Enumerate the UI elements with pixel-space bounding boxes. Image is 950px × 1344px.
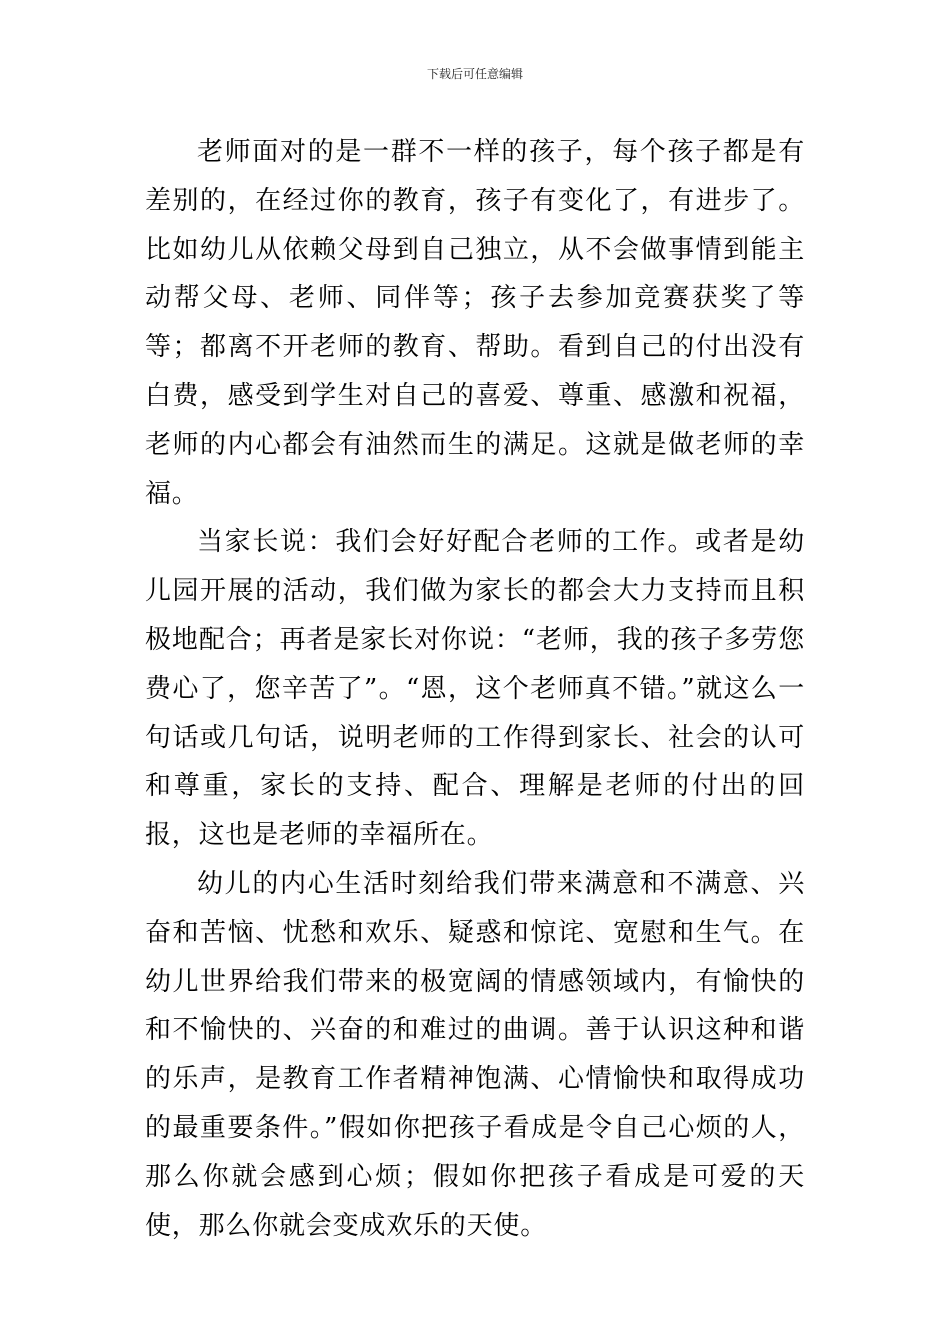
paragraph: 当家长说：我们会好好配合老师的工作。或者是幼儿园开展的活动，我们做为家长的都会大力支持而且积极地配合；再者是家长对你说：“老师，我的孩子多劳您费心了，您辛苦了”。“恩，这个老师真不错。”就这么一句话或几句话，说明老师的工作得到家长、社会的认可和尊重，家长的支持、配合、理解是老师的付出的回报，这也是老师的幸福所在。	[145, 527, 805, 851]
document-body	[145, 128, 805, 1250]
paragraph: 老师面对的是一群不一样的孩子，每个孩子都是有差别的，在经过你的教育，孩子有变化了，有进步了。比如幼儿从依赖父母到自己独立，从不会做事情到能主动帮父母、老师、同伴等；孩子去参加竞赛获奖了等等；都离不开老师的教育、帮助。看到自己的付出没有白费，感受到学生对自己的喜爱、尊重、感激和祝福，老师的内心都会有油然而生的满足。这就是做老师的幸福。	[145, 137, 805, 509]
page-header: 下载后可任意编辑	[426, 67, 523, 81]
paragraph: 幼儿的内心生活时刻给我们带来满意和不满意、兴奋和苦恼、忧愁和欢乐、疑惑和惊诧、宽慰和生气。在幼儿世界给我们带来的极宽阔的情感领域内，有愉快的和不愉快的、兴奋的和难过的曲调。善于认识这种和谐的乐声，是教育工作者精神饱满、心情愉快和取得成功的最重要条件。”假如你把孩子看成是令自己心烦的人，那么你就会感到心烦；假如你把孩子看成是可爱的天使，那么你就会变成欢乐的天使。	[145, 868, 805, 1241]
